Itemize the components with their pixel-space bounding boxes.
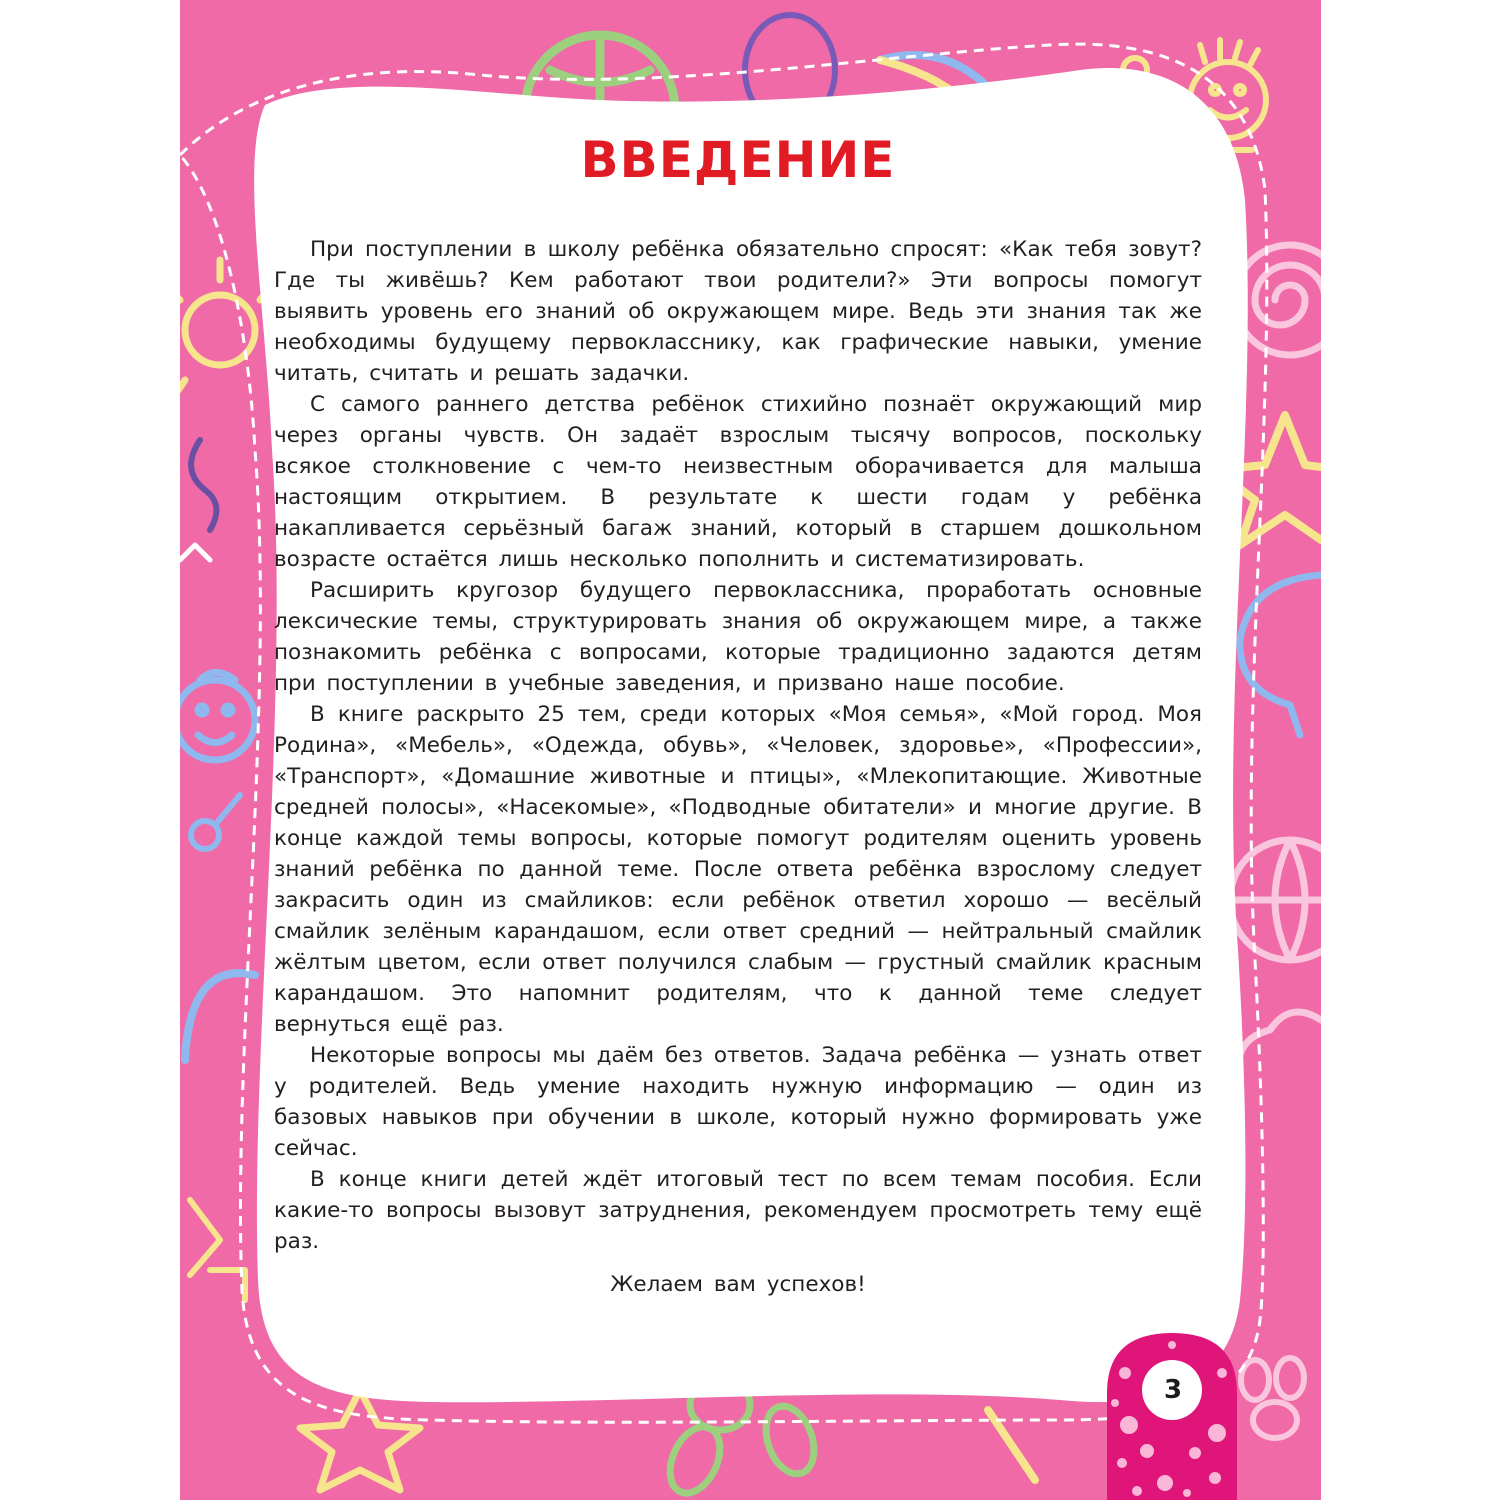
paragraph-4: В книге раскрыто 25 тем, среди которых «Моя семья», «Мой город. Моя Родина», «Мебель», «Одежда, обувь», «Человек, здоровье», «Профессии», «Транспорт», «Домашние животные и птицы», «Млекопитающие. Животные средней полосы», «Насекомые», «Подводные обитатели» и многие другие. В конце каждой темы вопросы, которые помогут родителям оценить уровень знаний ребёнка по данной теме. После ответа ребёнка взрослому следует закрасить один из смайликов: если ребёнок ответил хорошо — весёлый смайлик зелёным карандашом, если ответ средний — нейтральный смайлик жёлтым цветом, если ответ получился слабым — грустный смайлик красным карандашом. Это напомнит родителям, что к данной теме следует вернуться ещё раз. (274, 702, 1202, 1037)
paragraph-3: Расширить кругозор будущего первоклассника, проработать основные лексические темы, структурировать знания об окружающем мире, а также познакомить ребёнка с вопросами, которые традиционно задаются детям при поступлении в учебные заведения, и призвано наше пособие. (274, 578, 1202, 696)
intro-content (274, 130, 1202, 1300)
book-page (180, 0, 1321, 1500)
paragraph-1: При поступлении в школу ребёнка обязательно спросят: «Как тебя зовут? Где ты живёшь? Кем работают твои родители?» Эти вопросы помогут выявить уровень его знаний об окружающем мире. Ведь эти знания так же необходимы будущему первокласснику, как графические навыки, умение читать, считать и решать задачки. (274, 237, 1202, 386)
paragraph-2: С самого раннего детства ребёнок стихийно познаёт окружающий мир через органы чувств. Он задаёт взрослым тысячу вопросов, поскольку всякое столкновение с чем-то неизвестным оборачивается для малыша настоящим открытием. В результате к шести годам у ребёнка накапливается серьёзный багаж знаний, который в старшем дошкольном возрасте остаётся лишь несколько пополнить и систематизировать. (274, 392, 1202, 572)
page-number-badge (1107, 1333, 1237, 1500)
paragraph-5: Некоторые вопросы мы даём без ответов. Задача ребёнка — узнать ответ у родителей. Ведь умение находить нужную информацию — один из базовых навыков при обучении в школе, который нужно формировать уже сейчас. (274, 1043, 1202, 1161)
closing-wish: Желаем вам успехов! (610, 1272, 866, 1297)
page-number: 3 (1163, 1375, 1183, 1405)
page-title: ВВЕДЕНИЕ (580, 131, 896, 189)
paragraph-6: В конце книги детей ждёт итоговый тест по всем темам пособия. Если какие-то вопросы вызовут затруднения, рекомендуем просмотреть тему ещё раз. (274, 1167, 1202, 1254)
